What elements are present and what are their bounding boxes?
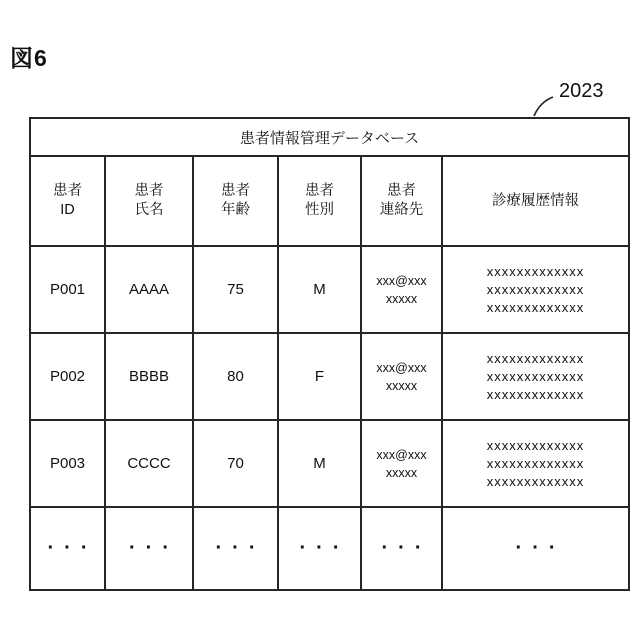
cell-patient-name: CCCC	[105, 420, 193, 507]
cell-history-info: xxxxxxxxxxxxx xxxxxxxxxxxxx xxxxxxxxxxxxx	[442, 333, 629, 420]
table-row-ellipsis	[30, 507, 629, 590]
cell-ellipsis: ···	[30, 507, 105, 590]
header-history-info: 診療履歴情報	[442, 156, 629, 246]
table-row	[30, 246, 629, 333]
table-row	[30, 333, 629, 420]
cell-patient-id: P001	[30, 246, 105, 333]
cell-ellipsis: ···	[278, 507, 361, 590]
cell-patient-contact: xxx@xxx xxxxx	[361, 420, 442, 507]
cell-history-info: xxxxxxxxxxxxx xxxxxxxxxxxxx xxxxxxxxxxxxx	[442, 420, 629, 507]
cell-patient-name: AAAA	[105, 246, 193, 333]
figure-label: 図6	[10, 45, 48, 71]
cell-patient-sex: M	[278, 420, 361, 507]
reference-number: 2023	[559, 80, 604, 102]
cell-patient-contact: xxx@xxx xxxxx	[361, 246, 442, 333]
header-patient-id: 患者 ID	[30, 156, 105, 246]
cell-patient-contact: xxx@xxx xxxxx	[361, 333, 442, 420]
cell-patient-age: 75	[193, 246, 278, 333]
cell-patient-name: BBBB	[105, 333, 193, 420]
cell-patient-sex: M	[278, 246, 361, 333]
cell-patient-age: 80	[193, 333, 278, 420]
header-patient-name: 患者 氏名	[105, 156, 193, 246]
table-row	[30, 420, 629, 507]
cell-ellipsis: ···	[442, 507, 629, 590]
header-patient-age: 患者 年齢	[193, 156, 278, 246]
cell-history-info: xxxxxxxxxxxxx xxxxxxxxxxxxx xxxxxxxxxxxxx	[442, 246, 629, 333]
cell-patient-id: P002	[30, 333, 105, 420]
cell-ellipsis: ···	[105, 507, 193, 590]
header-patient-contact: 患者 連絡先	[361, 156, 442, 246]
patient-database-table	[29, 117, 630, 591]
table-title-row	[30, 118, 629, 156]
header-patient-sex: 患者 性別	[278, 156, 361, 246]
cell-ellipsis: ···	[193, 507, 278, 590]
cell-patient-age: 70	[193, 420, 278, 507]
table-title: 患者情報管理データベース	[30, 118, 629, 156]
table-header-row	[30, 156, 629, 246]
cell-ellipsis: ···	[361, 507, 442, 590]
cell-patient-id: P003	[30, 420, 105, 507]
cell-patient-sex: F	[278, 333, 361, 420]
